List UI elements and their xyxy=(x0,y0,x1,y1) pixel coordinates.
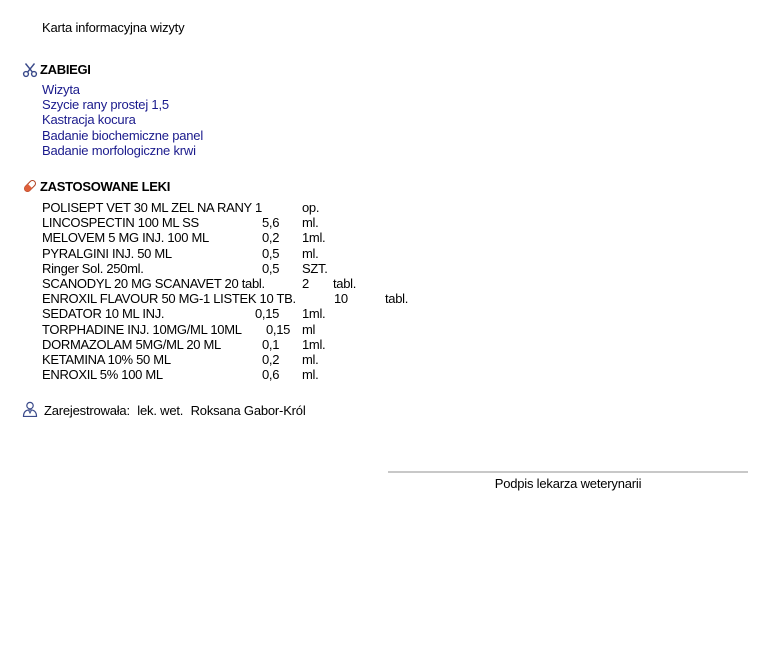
medication-quantity: 0,15 xyxy=(255,306,280,322)
procedure-item: Wizyta xyxy=(42,82,80,97)
medication-quantity: 0,2 xyxy=(262,351,280,367)
procedure-item: Badanie biochemiczne panel xyxy=(42,127,204,143)
medication-name: Ringer Sol. 250ml. xyxy=(42,260,144,276)
vet-name: Roksana Gabor-Król xyxy=(190,403,306,418)
medication-unit: tabl. xyxy=(385,291,409,307)
medication-quantity: 2 xyxy=(302,275,309,291)
medication-unit: ml. xyxy=(302,245,319,261)
medication-name: ENROXIL 5% 100 ML xyxy=(42,367,163,383)
procedure-item: Kastracja kocura xyxy=(42,112,136,128)
person-icon xyxy=(22,401,38,417)
medication-quantity: 0,5 xyxy=(262,245,280,261)
medication-name: SCANODYL 20 MG SCANAVET 20 tabl. xyxy=(42,275,265,291)
medication-quantity: 5,6 xyxy=(262,215,280,231)
card-title: Karta informacyjna wizyty xyxy=(42,20,185,35)
medications-heading: ZASTOSOWANE LEKI xyxy=(40,179,171,194)
medication-name: SEDATOR 10 ML INJ. xyxy=(42,306,165,322)
procedure-item: Badanie morfologiczne krwi xyxy=(42,142,196,158)
procedures-heading: ZABIEGI xyxy=(40,62,91,77)
medication-name: DORMAZOLAM 5MG/ML 20 ML xyxy=(42,336,221,352)
medication-quantity: 0,2 xyxy=(262,230,280,246)
medication-unit: 1ml. xyxy=(302,306,326,322)
medication-unit: op. xyxy=(302,200,320,215)
medication-quantity: 0,15 xyxy=(266,321,291,337)
medication-name: LINCOSPECTIN 100 ML SS xyxy=(42,215,199,231)
medication-unit: SZT. xyxy=(302,260,328,276)
medication-quantity: 10 xyxy=(334,291,348,307)
scissors-icon xyxy=(22,62,38,78)
medication-name: POLISEPT VET 30 ML ZEL NA RANY 1 xyxy=(42,200,262,215)
medication-name: MELOVEM 5 MG INJ. 100 ML xyxy=(42,230,209,246)
signature-label: Podpis lekarza weterynarii xyxy=(494,476,642,491)
medication-unit: ml. xyxy=(302,367,319,383)
medication-unit: tabl. xyxy=(333,275,357,291)
pill-icon xyxy=(22,178,38,194)
medication-unit: ml. xyxy=(302,215,319,231)
procedure-item: Szycie rany prostej 1,5 xyxy=(42,97,169,113)
procedure-list xyxy=(42,82,203,158)
medication-name: TORPHADINE INJ. 10MG/ML 10ML xyxy=(42,321,242,337)
registered-by xyxy=(44,403,310,418)
medication-unit: 1ml. xyxy=(302,336,326,352)
medication-quantity: 0,6 xyxy=(262,367,280,383)
medication-name: PYRALGINI INJ. 50 ML xyxy=(42,245,172,261)
medication-unit: ml. xyxy=(302,351,319,367)
medication-name: ENROXIL FLAVOUR 50 MG-1 LISTEK 10 TB. xyxy=(42,291,296,307)
medication-unit: 1ml. xyxy=(302,230,326,246)
signature-line xyxy=(388,471,748,473)
medication-unit: ml xyxy=(302,321,316,337)
medication-quantity: 0,1 xyxy=(262,336,280,352)
medication-quantity: 0,5 xyxy=(262,260,280,276)
medication-name: KETAMINA 10% 50 ML xyxy=(42,351,171,367)
vet-title: lek. wet. xyxy=(137,403,184,418)
registered-label: Zarejestrowała: xyxy=(44,403,130,418)
